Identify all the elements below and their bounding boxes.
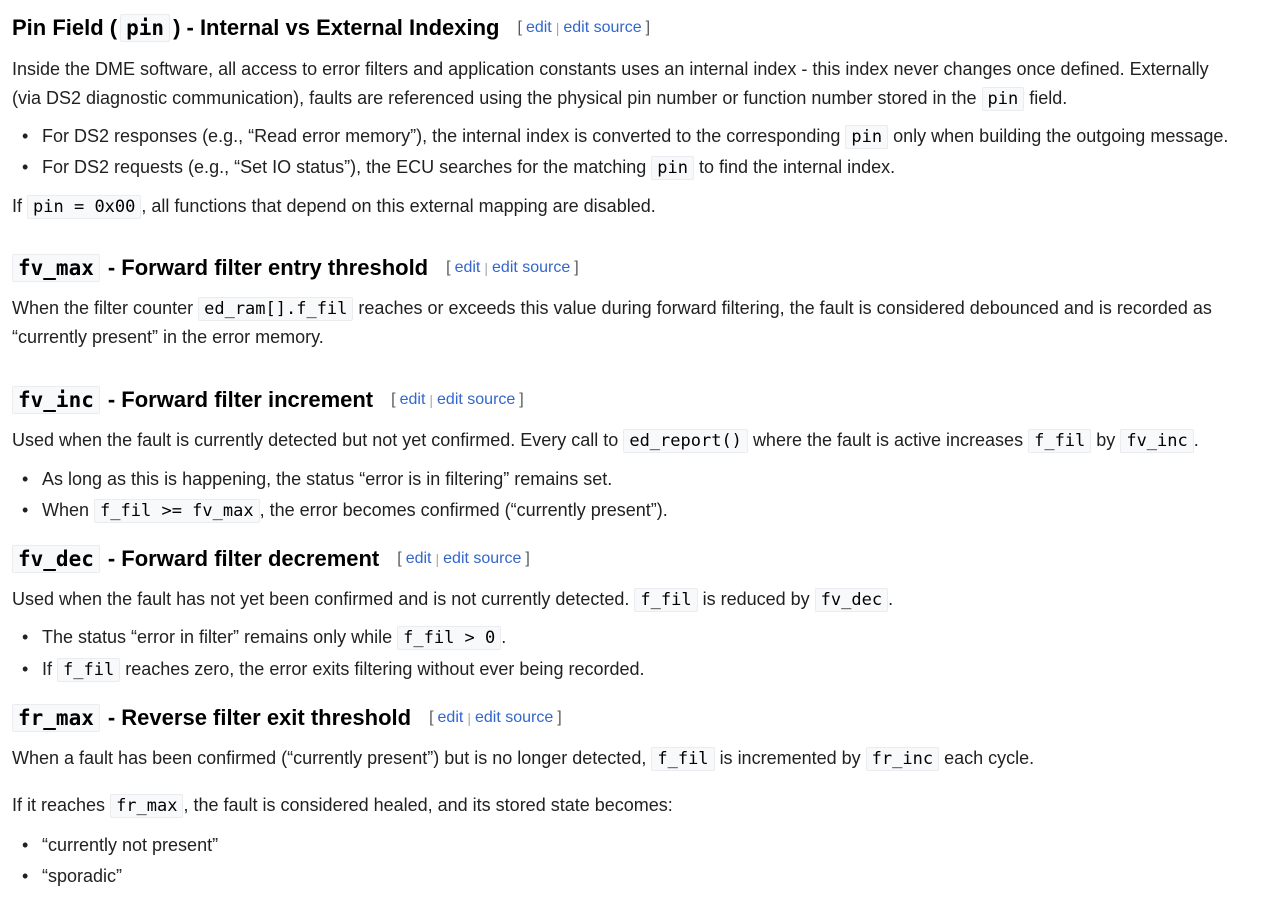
heading-code: fr_max: [12, 704, 100, 732]
inline-code: pin: [982, 87, 1025, 111]
inline-code: pin: [845, 125, 888, 149]
edit-section-links: [ edit | edit source ]: [429, 709, 562, 726]
edit-source-link[interactable]: edit source: [443, 550, 522, 567]
heading-text: Pin Field (: [12, 15, 118, 40]
bullet-icon: •: [22, 157, 29, 177]
bullet-icon: •: [22, 866, 29, 886]
edit-source-link[interactable]: edit source: [474, 709, 554, 726]
bullet-icon: •: [22, 835, 29, 855]
heading-text: - Forward filter decrement: [107, 546, 380, 571]
heading-code: pin: [120, 14, 170, 42]
paragraph: Inside the DME software, all access to error filters and application constants uses an internal index - this index never changes once defined. Externally: [12, 59, 1209, 79]
edit-source-link[interactable]: edit source: [563, 19, 642, 36]
inline-code: ed_report(): [623, 429, 748, 453]
bullet-icon: •: [22, 469, 29, 489]
inline-code: fr_max: [110, 794, 183, 818]
heading-text: ) - Internal vs External Indexing: [173, 15, 500, 40]
bullet-icon: •: [22, 500, 29, 520]
list-item: • For DS2 responses (e.g., “Read error memory”), the internal index is converted to the corresponding pin only when building the outgoing message.: [22, 123, 1228, 150]
section-heading-fv-max: [12, 250, 579, 286]
paragraph: When a fault has been confirmed (“currently present”) but is no longer detected, f_fil is incremented by fr_inc each cycle.: [12, 748, 1035, 769]
edit-link[interactable]: edit: [405, 550, 432, 567]
edit-section-links: [ edit | edit source ]: [391, 391, 524, 408]
inline-code: pin = 0x00: [27, 195, 141, 219]
list-item: • As long as this is happening, the status “error is in filtering” remains set.: [22, 466, 612, 492]
heading-text: - Forward filter entry threshold: [107, 255, 429, 280]
list-item: • “sporadic”: [22, 863, 122, 889]
edit-link[interactable]: edit: [525, 19, 552, 36]
bullet-icon: •: [22, 126, 29, 146]
inline-code: f_fil: [651, 747, 714, 771]
list-item: • When f_fil >= fv_max , the error becomes confirmed (“currently present”).: [22, 497, 668, 524]
heading-code: fv_dec: [12, 545, 100, 573]
heading-code: fv_inc: [12, 386, 100, 414]
paragraph: If it reaches fr_max , the fault is considered healed, and its stored state becomes:: [12, 795, 673, 816]
heading-code: fv_max: [12, 254, 100, 282]
edit-section-links: [ edit | edit source ]: [446, 259, 579, 276]
inline-code: f_fil: [1028, 429, 1091, 453]
inline-code: f_fil >= fv_max: [94, 499, 260, 523]
inline-code: fv_inc: [1120, 429, 1193, 453]
list-item: • If f_fil reaches zero, the error exits filtering without ever being recorded.: [22, 656, 645, 683]
inline-code: pin: [651, 156, 694, 180]
inline-code: fv_dec: [815, 588, 888, 612]
section-heading-fr-max: [12, 700, 562, 736]
paragraph: Used when the fault has not yet been confirmed and is not currently detected. f_fil is reduced by fv_dec .: [12, 589, 894, 610]
edit-section-links: [ edit | edit source ]: [397, 550, 530, 567]
section-heading-pin-field: [12, 10, 650, 46]
inline-code: ed_ram[].f_fil: [198, 297, 353, 321]
inline-code: f_fil: [57, 658, 120, 682]
inline-code: fr_inc: [866, 747, 939, 771]
edit-source-link[interactable]: edit source: [437, 391, 516, 408]
heading-text: - Forward filter increment: [107, 387, 374, 412]
inline-code: f_fil > 0: [397, 626, 501, 650]
edit-source-link[interactable]: edit source: [492, 259, 571, 276]
paragraph: When the filter counter ed_ram[].f_fil reaches or exceeds this value during forward filtering, the fault is considered debounced and is recorded as: [12, 298, 1212, 319]
heading-text: - Reverse filter exit threshold: [107, 705, 412, 730]
edit-link[interactable]: edit: [399, 391, 426, 408]
paragraph: (via DS2 diagnostic communication), faults are referenced using the physical pin number or function number stored in the pin field.: [12, 88, 1068, 109]
list-item: • The status “error in filter” remains only while f_fil > 0 .: [22, 624, 506, 651]
paragraph: “currently present” in the error memory.: [12, 327, 324, 347]
paragraph: If pin = 0x00 , all functions that depend on this external mapping are disabled.: [12, 196, 656, 217]
section-heading-fv-dec: [12, 541, 530, 577]
list-item: • For DS2 requests (e.g., “Set IO status”), the ECU searches for the matching pin to find the internal index.: [22, 154, 895, 181]
paragraph: Used when the fault is currently detected but not yet confirmed. Every call to ed_report() where the fault is active increases f_fil by fv_inc .: [12, 430, 1199, 451]
edit-section-links: [ edit | edit source ]: [517, 19, 651, 36]
edit-link[interactable]: edit: [454, 259, 481, 276]
bullet-icon: •: [22, 659, 29, 679]
list-item: • “currently not present”: [22, 832, 218, 858]
bullet-icon: •: [22, 627, 29, 647]
edit-link[interactable]: edit: [437, 709, 464, 726]
inline-code: f_fil: [634, 588, 697, 612]
section-heading-fv-inc: [12, 382, 524, 418]
